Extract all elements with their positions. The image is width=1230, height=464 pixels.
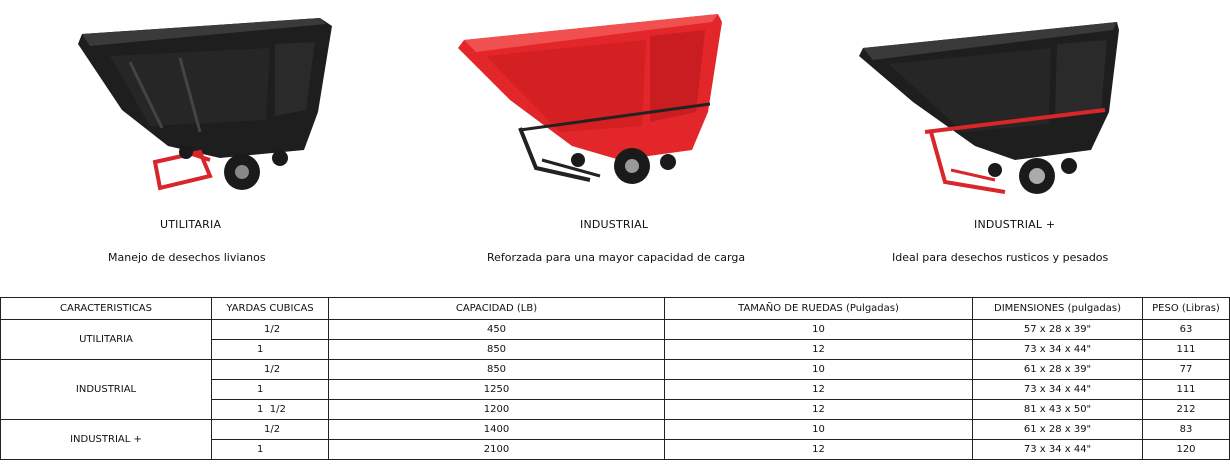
table-row	[1, 360, 1230, 380]
dimensions-cell: 61 x 28 x 39"	[973, 420, 1143, 440]
cubic-yards-cell: 1/2	[212, 420, 329, 440]
wheel-size-cell: 10	[665, 360, 973, 380]
capacity-cell: 1200	[329, 400, 665, 420]
cubic-yards-cell: 1	[212, 340, 329, 360]
specifications-table	[0, 297, 1230, 460]
category-cell: INDUSTRIAL +	[1, 420, 212, 460]
product-name: UTILITARIA	[160, 218, 222, 231]
category-cell: UTILITARIA	[1, 320, 212, 360]
wheel-size-cell: 10	[665, 420, 973, 440]
cubic-yards-cell: 1/2	[212, 320, 329, 340]
table-header-row	[1, 298, 1230, 320]
capacity-cell: 850	[329, 360, 665, 380]
column-header: PESO (Libras)	[1143, 298, 1230, 320]
product-description: Ideal para desechos rusticos y pesados	[892, 251, 1109, 264]
dimensions-cell: 73 x 34 x 44"	[973, 380, 1143, 400]
weight-cell: 83	[1143, 420, 1230, 440]
weight-cell: 63	[1143, 320, 1230, 340]
column-header: DIMENSIONES (pulgadas)	[973, 298, 1143, 320]
cubic-yards-cell: 1 1/2	[212, 400, 329, 420]
product-name: INDUSTRIAL +	[974, 218, 1056, 231]
capacity-cell: 1400	[329, 420, 665, 440]
table-row	[1, 420, 1230, 440]
tilt-truck-image-utilitaria	[70, 0, 340, 200]
wheel-size-cell: 12	[665, 380, 973, 400]
dimensions-cell: 73 x 34 x 44"	[973, 440, 1143, 460]
capacity-cell: 1250	[329, 380, 665, 400]
weight-cell: 111	[1143, 380, 1230, 400]
product-description: Reforzada para una mayor capacidad de carga	[487, 251, 746, 264]
wheel-size-cell: 10	[665, 320, 973, 340]
table-row	[1, 320, 1230, 340]
category-cell: INDUSTRIAL	[1, 360, 212, 420]
wheel-size-cell: 12	[665, 340, 973, 360]
tilt-truck-image-industrial	[450, 0, 730, 200]
dimensions-cell: 81 x 43 x 50"	[973, 400, 1143, 420]
wheel-size-cell: 12	[665, 400, 973, 420]
dimensions-cell: 73 x 34 x 44"	[973, 340, 1143, 360]
cubic-yards-cell: 1	[212, 380, 329, 400]
capacity-cell: 2100	[329, 440, 665, 460]
product-description: Manejo de desechos livianos	[108, 251, 266, 264]
weight-cell: 120	[1143, 440, 1230, 460]
capacity-cell: 450	[329, 320, 665, 340]
column-header: CAPACIDAD (LB)	[329, 298, 665, 320]
product-name: INDUSTRIAL	[580, 218, 649, 231]
dimensions-cell: 57 x 28 x 39"	[973, 320, 1143, 340]
cubic-yards-cell: 1	[212, 440, 329, 460]
dimensions-cell: 61 x 28 x 39"	[973, 360, 1143, 380]
capacity-cell: 850	[329, 340, 665, 360]
weight-cell: 111	[1143, 340, 1230, 360]
weight-cell: 77	[1143, 360, 1230, 380]
wheel-size-cell: 12	[665, 440, 973, 460]
column-header: YARDAS CUBICAS	[212, 298, 329, 320]
tilt-truck-image-industrial-plus	[855, 0, 1125, 200]
column-header: TAMAÑO DE RUEDAS (Pulgadas)	[665, 298, 973, 320]
cubic-yards-cell: 1/2	[212, 360, 329, 380]
weight-cell: 212	[1143, 400, 1230, 420]
column-header: CARACTERISTICAS	[1, 298, 212, 320]
